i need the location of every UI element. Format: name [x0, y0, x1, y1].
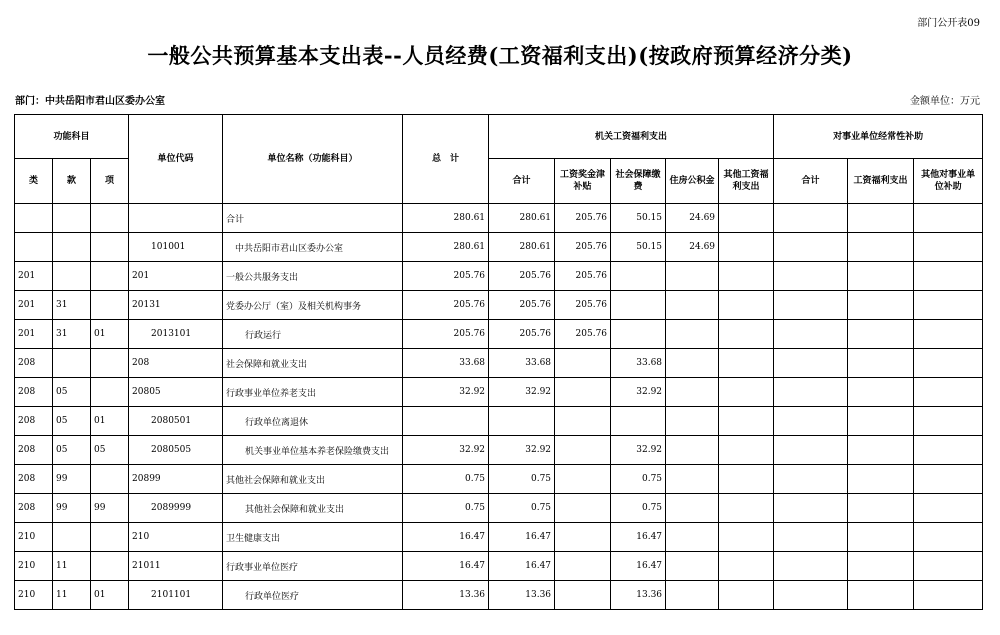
- cell-xiang: 01: [91, 407, 129, 436]
- cell-unit-code: [129, 204, 223, 233]
- table-row: [15, 523, 983, 552]
- cell-g2-wages: [848, 378, 914, 407]
- cell-g1-salary: [555, 349, 611, 378]
- cell-lei: 208: [15, 436, 53, 465]
- cell-xiang: [91, 552, 129, 581]
- cell-kuan: 31: [53, 291, 91, 320]
- cell-total: 205.76: [403, 291, 489, 320]
- cell-g2-wages: [848, 581, 914, 610]
- cell-total: 16.47: [403, 523, 489, 552]
- cell-total: 280.61: [403, 204, 489, 233]
- cell-lei: 201: [15, 320, 53, 349]
- cell-g2-subtotal: [774, 233, 848, 262]
- cell-g1-other: [719, 523, 774, 552]
- cell-g1-subtotal: [489, 407, 555, 436]
- table-row: [15, 349, 983, 378]
- cell-total: 13.36: [403, 581, 489, 610]
- cell-g1-other: [719, 291, 774, 320]
- header-group-agency-wages: 机关工资福利支出: [489, 115, 774, 159]
- cell-kuan: 11: [53, 581, 91, 610]
- cell-g2-wages: [848, 552, 914, 581]
- cell-g1-social-security: 33.68: [611, 349, 666, 378]
- header-total: 总 计: [403, 115, 489, 204]
- cell-unit-name: 党委办公厅（室）及相关机构事务: [223, 291, 403, 320]
- cell-g2-wages: [848, 204, 914, 233]
- cell-g1-other: [719, 465, 774, 494]
- cell-g1-subtotal: 280.61: [489, 204, 555, 233]
- cell-g1-other: [719, 378, 774, 407]
- cell-g1-housing-fund: [666, 291, 719, 320]
- cell-g1-other: [719, 407, 774, 436]
- cell-g2-subtotal: [774, 320, 848, 349]
- cell-g1-social-security: 16.47: [611, 523, 666, 552]
- cell-kuan: [53, 523, 91, 552]
- cell-total: 280.61: [403, 233, 489, 262]
- cell-lei: [15, 204, 53, 233]
- table-row: [15, 204, 983, 233]
- cell-xiang: [91, 378, 129, 407]
- cell-g1-social-security: [611, 262, 666, 291]
- cell-g2-other: [914, 378, 983, 407]
- cell-unit-name: 社会保障和就业支出: [223, 349, 403, 378]
- cell-g1-subtotal: 32.92: [489, 436, 555, 465]
- cell-lei: 208: [15, 378, 53, 407]
- header-g2-other: 其他对事业单位补助: [914, 159, 983, 204]
- header-g2-wages: 工资福利支出: [848, 159, 914, 204]
- header-lei: 类: [15, 159, 53, 204]
- cell-unit-name: 其他社会保障和就业支出: [223, 494, 403, 523]
- cell-g2-wages: [848, 349, 914, 378]
- cell-kuan: 99: [53, 494, 91, 523]
- header-g1-housing-fund: 住房公积金: [666, 159, 719, 204]
- table-row: [15, 320, 983, 349]
- cell-g1-housing-fund: 24.69: [666, 233, 719, 262]
- cell-g1-subtotal: 13.36: [489, 581, 555, 610]
- cell-xiang: 01: [91, 581, 129, 610]
- cell-lei: 210: [15, 552, 53, 581]
- cell-g2-wages: [848, 465, 914, 494]
- header-xiang: 项: [91, 159, 129, 204]
- budget-table: [14, 114, 983, 610]
- cell-g1-housing-fund: [666, 494, 719, 523]
- cell-g1-housing-fund: [666, 436, 719, 465]
- cell-lei: 210: [15, 581, 53, 610]
- cell-g1-other: [719, 233, 774, 262]
- cell-lei: 208: [15, 407, 53, 436]
- cell-g1-salary: 205.76: [555, 262, 611, 291]
- cell-g1-salary: [555, 378, 611, 407]
- header-group-institution-subsidy: 对事业单位经常性补助: [774, 115, 983, 159]
- cell-g1-housing-fund: [666, 552, 719, 581]
- cell-xiang: [91, 465, 129, 494]
- cell-unit-code: 20131: [129, 291, 223, 320]
- cell-g2-other: [914, 262, 983, 291]
- cell-xiang: [91, 233, 129, 262]
- cell-unit-code: 20805: [129, 378, 223, 407]
- cell-g1-social-security: [611, 407, 666, 436]
- cell-g1-other: [719, 320, 774, 349]
- cell-g2-subtotal: [774, 262, 848, 291]
- cell-unit-name: 行政运行: [223, 320, 403, 349]
- cell-total: 0.75: [403, 494, 489, 523]
- cell-g1-subtotal: 0.75: [489, 494, 555, 523]
- table-row: [15, 581, 983, 610]
- cell-g1-housing-fund: [666, 465, 719, 494]
- table-row: [15, 465, 983, 494]
- cell-g1-salary: [555, 465, 611, 494]
- cell-g1-subtotal: 33.68: [489, 349, 555, 378]
- cell-unit-code: 101001: [129, 233, 223, 262]
- cell-unit-name: 一般公共服务支出: [223, 262, 403, 291]
- cell-g1-salary: [555, 407, 611, 436]
- cell-g2-wages: [848, 291, 914, 320]
- cell-xiang: 05: [91, 436, 129, 465]
- table-row: [15, 291, 983, 320]
- cell-g1-social-security: 32.92: [611, 436, 666, 465]
- cell-g2-other: [914, 465, 983, 494]
- cell-g1-social-security: 50.15: [611, 204, 666, 233]
- cell-g2-subtotal: [774, 291, 848, 320]
- cell-g2-other: [914, 552, 983, 581]
- cell-kuan: 05: [53, 436, 91, 465]
- cell-g2-other: [914, 233, 983, 262]
- cell-g2-other: [914, 523, 983, 552]
- cell-total: 16.47: [403, 552, 489, 581]
- header-g1-other: 其他工资福利支出: [719, 159, 774, 204]
- cell-unit-name: 卫生健康支出: [223, 523, 403, 552]
- cell-lei: 201: [15, 291, 53, 320]
- cell-unit-name: 合计: [223, 204, 403, 233]
- cell-g1-other: [719, 552, 774, 581]
- cell-kuan: 31: [53, 320, 91, 349]
- cell-g1-housing-fund: [666, 581, 719, 610]
- cell-g1-salary: [555, 523, 611, 552]
- cell-unit-code: 2080505: [129, 436, 223, 465]
- cell-xiang: [91, 204, 129, 233]
- cell-xiang: [91, 349, 129, 378]
- cell-kuan: [53, 204, 91, 233]
- cell-g1-salary: [555, 436, 611, 465]
- cell-g2-other: [914, 494, 983, 523]
- cell-g2-wages: [848, 262, 914, 291]
- cell-g1-social-security: 32.92: [611, 378, 666, 407]
- cell-g2-other: [914, 581, 983, 610]
- cell-g2-subtotal: [774, 378, 848, 407]
- cell-lei: [15, 233, 53, 262]
- cell-kuan: [53, 233, 91, 262]
- cell-g1-subtotal: 32.92: [489, 378, 555, 407]
- cell-total: 0.75: [403, 465, 489, 494]
- cell-kuan: 05: [53, 407, 91, 436]
- cell-g2-subtotal: [774, 349, 848, 378]
- cell-g2-wages: [848, 320, 914, 349]
- cell-g1-other: [719, 436, 774, 465]
- header-g2-subtotal: 合计: [774, 159, 848, 204]
- cell-g2-subtotal: [774, 581, 848, 610]
- table-row: [15, 552, 983, 581]
- header-kuan: 款: [53, 159, 91, 204]
- cell-lei: 210: [15, 523, 53, 552]
- cell-g2-wages: [848, 436, 914, 465]
- cell-g2-subtotal: [774, 436, 848, 465]
- header-unit-name: 单位名称（功能科目）: [223, 115, 403, 204]
- cell-kuan: 11: [53, 552, 91, 581]
- cell-total: 205.76: [403, 262, 489, 291]
- cell-xiang: [91, 523, 129, 552]
- cell-kuan: 99: [53, 465, 91, 494]
- cell-g1-salary: [555, 494, 611, 523]
- cell-g2-wages: [848, 407, 914, 436]
- cell-g2-other: [914, 204, 983, 233]
- cell-g2-other: [914, 349, 983, 378]
- cell-total: 32.92: [403, 378, 489, 407]
- cell-g1-other: [719, 349, 774, 378]
- department-label: 部门：中共岳阳市君山区委办公室: [15, 96, 165, 107]
- cell-kuan: 05: [53, 378, 91, 407]
- cell-g2-subtotal: [774, 465, 848, 494]
- cell-unit-name: 行政单位医疗: [223, 581, 403, 610]
- cell-g2-wages: [848, 233, 914, 262]
- cell-kuan: [53, 262, 91, 291]
- cell-g1-social-security: 16.47: [611, 552, 666, 581]
- cell-g2-subtotal: [774, 552, 848, 581]
- table-row: [15, 436, 983, 465]
- cell-xiang: [91, 291, 129, 320]
- cell-xiang: 01: [91, 320, 129, 349]
- cell-g1-housing-fund: [666, 523, 719, 552]
- table-row: [15, 494, 983, 523]
- header-g1-subtotal: 合计: [489, 159, 555, 204]
- cell-unit-code: 208: [129, 349, 223, 378]
- cell-g1-housing-fund: [666, 349, 719, 378]
- cell-lei: 208: [15, 349, 53, 378]
- cell-g1-housing-fund: [666, 378, 719, 407]
- cell-g2-subtotal: [774, 204, 848, 233]
- cell-g1-social-security: 50.15: [611, 233, 666, 262]
- cell-g2-subtotal: [774, 523, 848, 552]
- header-g1-social-security: 社会保障缴费: [611, 159, 666, 204]
- cell-g1-social-security: 0.75: [611, 494, 666, 523]
- cell-g1-salary: [555, 581, 611, 610]
- cell-total: [403, 407, 489, 436]
- cell-g1-other: [719, 494, 774, 523]
- cell-unit-name: 中共岳阳市君山区委办公室: [223, 233, 403, 262]
- header-unit-code: 单位代码: [129, 115, 223, 204]
- header-g1-salary: 工资奖金津补贴: [555, 159, 611, 204]
- cell-g1-salary: 205.76: [555, 320, 611, 349]
- cell-g2-subtotal: [774, 494, 848, 523]
- cell-g2-other: [914, 407, 983, 436]
- cell-g1-housing-fund: [666, 262, 719, 291]
- cell-g2-wages: [848, 523, 914, 552]
- table-row: [15, 233, 983, 262]
- cell-g2-other: [914, 320, 983, 349]
- cell-xiang: [91, 262, 129, 291]
- cell-g1-housing-fund: [666, 320, 719, 349]
- cell-g1-subtotal: 205.76: [489, 262, 555, 291]
- cell-unit-name: 行政单位离退休: [223, 407, 403, 436]
- cell-unit-name: 其他社会保障和就业支出: [223, 465, 403, 494]
- cell-unit-code: 2013101: [129, 320, 223, 349]
- cell-g1-subtotal: 280.61: [489, 233, 555, 262]
- cell-unit-code: 21011: [129, 552, 223, 581]
- cell-unit-name: 行政事业单位医疗: [223, 552, 403, 581]
- cell-lei: 208: [15, 465, 53, 494]
- cell-xiang: 99: [91, 494, 129, 523]
- cell-total: 33.68: [403, 349, 489, 378]
- cell-g1-subtotal: 16.47: [489, 523, 555, 552]
- cell-g1-social-security: 13.36: [611, 581, 666, 610]
- cell-total: 205.76: [403, 320, 489, 349]
- cell-unit-code: 2101101: [129, 581, 223, 610]
- cell-g1-other: [719, 204, 774, 233]
- table-row: [15, 378, 983, 407]
- cell-g1-social-security: [611, 320, 666, 349]
- cell-g1-social-security: [611, 291, 666, 320]
- cell-g1-other: [719, 262, 774, 291]
- cell-g1-subtotal: 0.75: [489, 465, 555, 494]
- cell-g1-other: [719, 581, 774, 610]
- cell-lei: 201: [15, 262, 53, 291]
- header-function-subject: 功能科目: [15, 115, 129, 159]
- cell-g1-salary: [555, 552, 611, 581]
- cell-lei: 208: [15, 494, 53, 523]
- cell-total: 32.92: [403, 436, 489, 465]
- cell-g1-salary: 205.76: [555, 233, 611, 262]
- form-number: 部门公开表09: [917, 18, 980, 29]
- cell-unit-code: 210: [129, 523, 223, 552]
- cell-unit-code: 2080501: [129, 407, 223, 436]
- cell-g1-salary: 205.76: [555, 204, 611, 233]
- cell-g1-subtotal: 16.47: [489, 552, 555, 581]
- table-row: [15, 262, 983, 291]
- cell-kuan: [53, 349, 91, 378]
- cell-g2-other: [914, 291, 983, 320]
- cell-g1-subtotal: 205.76: [489, 291, 555, 320]
- cell-g1-social-security: 0.75: [611, 465, 666, 494]
- cell-unit-name: 机关事业单位基本养老保险缴费支出: [223, 436, 403, 465]
- currency-unit-label: 金额单位：万元: [910, 96, 980, 107]
- cell-g1-salary: 205.76: [555, 291, 611, 320]
- table-row: [15, 407, 983, 436]
- page-title: 一般公共预算基本支出表--人员经费(工资福利支出)(按政府预算经济分类): [147, 43, 853, 68]
- cell-g2-subtotal: [774, 407, 848, 436]
- cell-unit-code: 2089999: [129, 494, 223, 523]
- cell-g1-housing-fund: 24.69: [666, 204, 719, 233]
- cell-g1-housing-fund: [666, 407, 719, 436]
- cell-unit-name: 行政事业单位养老支出: [223, 378, 403, 407]
- cell-g1-subtotal: 205.76: [489, 320, 555, 349]
- cell-g2-other: [914, 436, 983, 465]
- cell-unit-code: 201: [129, 262, 223, 291]
- cell-unit-code: 20899: [129, 465, 223, 494]
- cell-g2-wages: [848, 494, 914, 523]
